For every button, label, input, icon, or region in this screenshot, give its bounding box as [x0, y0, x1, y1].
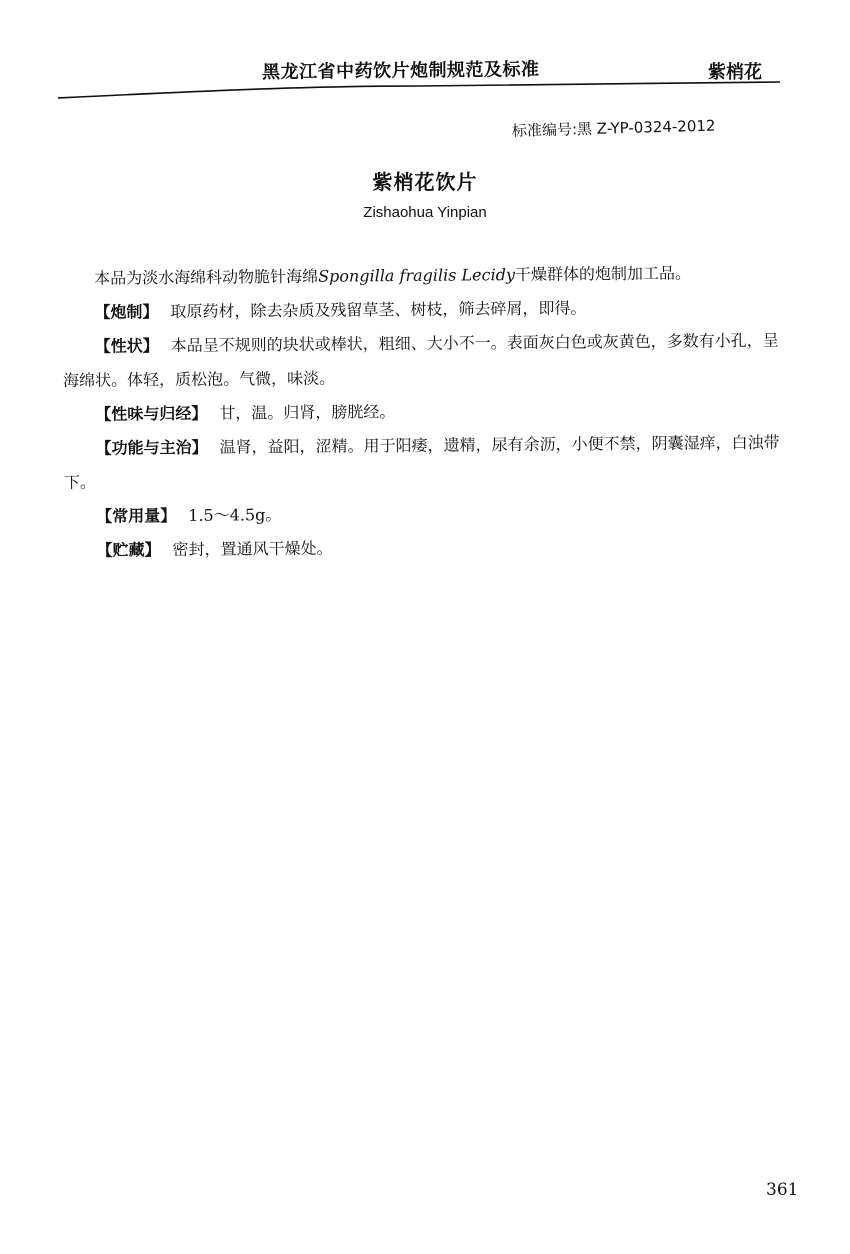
section-label: 【性状】 [94, 336, 159, 356]
header-section-title: 紫梢花 [708, 62, 762, 83]
latin-species-name: Spongilla fragilis Lecidy [318, 265, 516, 286]
section-text: 密封，置通风干燥处。 [172, 538, 333, 560]
standard-number: 标准编号:黑 Z-YP-0324-2012 [511, 116, 716, 140]
section-label: 【炮制】 [94, 302, 159, 322]
section-label: 【功能与主治】 [95, 437, 208, 458]
page-number: 361 [766, 1180, 799, 1200]
section-label: 【性味与归经】 [95, 403, 208, 424]
section-label: 【常用量】 [96, 506, 177, 526]
section-description [63, 324, 794, 398]
intro-paragraph [62, 256, 792, 296]
section-text: 温肾，益阳，涩精。用于阳痿，遗精，尿有余沥，小便不禁，阴囊湿痒，白浊带下。 [63, 432, 780, 492]
section-text: 取原药材，除去杂质及残留草茎、树枝，筛去碎屑，即得。 [170, 298, 587, 322]
section-text: 甘，温。归肾，膀胱经。 [219, 402, 396, 423]
section-storage [64, 528, 794, 568]
intro-text-after: 干燥群体的炮制加工品。 [514, 263, 692, 285]
document-body [62, 256, 795, 568]
header-book-title: 黑龙江省中药饮片炮制规范及标准 [261, 59, 540, 83]
intro-text-before: 本品为淡水海绵科动物脆针海绵 [94, 266, 319, 288]
document-title: 紫梢花饮片 [372, 170, 478, 194]
document-subtitle-pinyin: Zishaohua Yinpian [363, 204, 487, 221]
section-text: 本品呈不规则的块状或棒状，粗细、大小不一。表面灰白色或灰黄色，多数有小孔，呈海绵状。体轻，质松泡。气微，味淡。 [62, 330, 779, 390]
section-function-indication [63, 426, 794, 500]
running-header [0, 0, 850, 110]
section-label: 【贮藏】 [96, 540, 161, 560]
header-rule [0, 60, 850, 110]
section-text: 1.5～4.5g。 [188, 505, 282, 525]
